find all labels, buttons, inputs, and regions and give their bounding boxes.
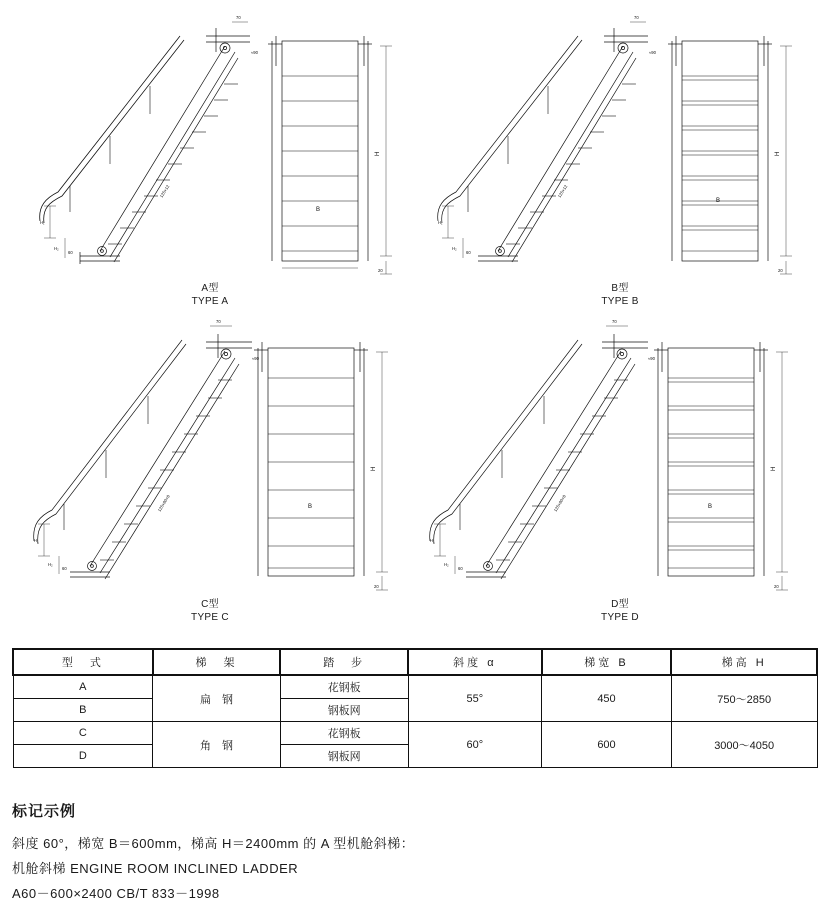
header-frame: 梯 架 [153,649,281,675]
figure-type-b [420,6,820,306]
svg-text:70: 70 [634,15,639,20]
header-width: 梯宽 B [542,649,672,675]
svg-text:H₁: H₁ [438,220,443,225]
svg-text:H₁: H₁ [430,538,435,543]
caption-type-d [420,598,820,624]
svg-text:B: B [308,504,313,510]
caption-type-b-en: TYPE B [601,296,639,307]
cell-type-b: B [13,699,153,722]
caption-type-a-cn: A型 [201,283,219,294]
spec-table [12,648,818,768]
cell-height-cd: 3000～4050 [671,722,817,768]
svg-text:≈90: ≈90 [649,50,656,55]
drawing-type-c [10,316,410,616]
drawing-type-a [10,6,410,306]
table-row [13,722,817,745]
cell-tread-c: 花钢板 [280,722,408,745]
cell-type-a: A [13,675,153,699]
svg-text:60: 60 [466,250,471,255]
marking-example-section [12,800,818,906]
drawing-type-b [420,6,820,306]
svg-text:≈90: ≈90 [252,356,259,361]
figure-type-c [10,316,410,623]
svg-text:H₂: H₂ [452,246,457,251]
cell-type-d: D [13,745,153,768]
svg-text:125×80×8: 125×80×8 [156,493,171,513]
svg-text:H: H [371,466,377,471]
svg-text:70: 70 [612,319,617,324]
svg-text:125×12: 125×12 [158,183,171,199]
table-row [13,675,817,699]
marking-example-line-1: 斜度 60°，梯宽 B＝600mm，梯高 H＝2400mm 的 A 型机舱斜梯： [12,836,415,851]
cell-width-450: 450 [542,675,672,722]
svg-text:60: 60 [458,566,463,571]
caption-type-a-en: TYPE A [191,296,229,307]
cell-tread-d: 钢板网 [280,745,408,768]
svg-text:70: 70 [216,319,221,324]
drawing-type-d [420,316,820,616]
cell-tread-a: 花钢板 [280,675,408,699]
svg-text:≈90: ≈90 [251,50,258,55]
svg-text:H: H [771,466,777,471]
figure-type-a [10,6,410,306]
svg-text:125×12: 125×12 [556,183,569,199]
svg-text:60: 60 [68,250,73,255]
header-tread: 踏 步 [280,649,408,675]
caption-type-c [10,598,410,624]
caption-type-c-cn: C型 [201,599,219,610]
svg-text:B: B [716,198,721,204]
svg-text:H: H [375,151,381,156]
svg-text:H₂: H₂ [54,246,59,251]
caption-type-b-cn: B型 [611,283,629,294]
svg-text:60: 60 [62,566,67,571]
caption-type-d-cn: D型 [611,599,629,610]
header-height: 梯高 H [671,649,817,675]
svg-text:≈90: ≈90 [648,356,655,361]
svg-text:H₁: H₁ [34,538,39,543]
caption-type-b [420,282,820,308]
cell-type-c: C [13,722,153,745]
svg-text:H₂: H₂ [48,562,53,567]
svg-text:20: 20 [374,584,379,589]
cell-tread-b: 钢板网 [280,699,408,722]
svg-text:20: 20 [774,584,779,589]
svg-text:B: B [316,207,321,213]
cell-height-ab: 750～2850 [671,675,817,722]
svg-text:B: B [708,504,713,510]
svg-text:H₂: H₂ [444,562,449,567]
cell-angle-55: 55° [408,675,542,722]
table-header-row [13,649,817,675]
header-angle: 斜度 α [408,649,542,675]
caption-type-d-en: TYPE D [601,612,639,623]
cell-width-600: 600 [542,722,672,768]
marking-example-line-3: A60－600×2400 CB/T 833－1998 [12,886,220,901]
cell-angle-60: 60° [408,722,542,768]
header-type: 型 式 [13,649,153,675]
cell-frame-angle: 角 钢 [153,722,281,768]
svg-text:20: 20 [778,268,783,273]
svg-text:125×80×8: 125×80×8 [552,493,567,513]
figure-type-d [420,316,820,623]
caption-type-c-en: TYPE C [191,612,229,623]
cell-frame-flat: 扁 钢 [153,675,281,722]
svg-text:H₁: H₁ [40,220,45,225]
svg-text:70: 70 [236,15,241,20]
marking-example-line-2: 机舱斜梯 ENGINE ROOM INCLINED LADDER [12,861,299,876]
marking-example-title: 标记示例 [12,803,77,820]
caption-type-a [10,282,410,308]
svg-text:H: H [775,151,781,156]
svg-text:20: 20 [378,268,383,273]
